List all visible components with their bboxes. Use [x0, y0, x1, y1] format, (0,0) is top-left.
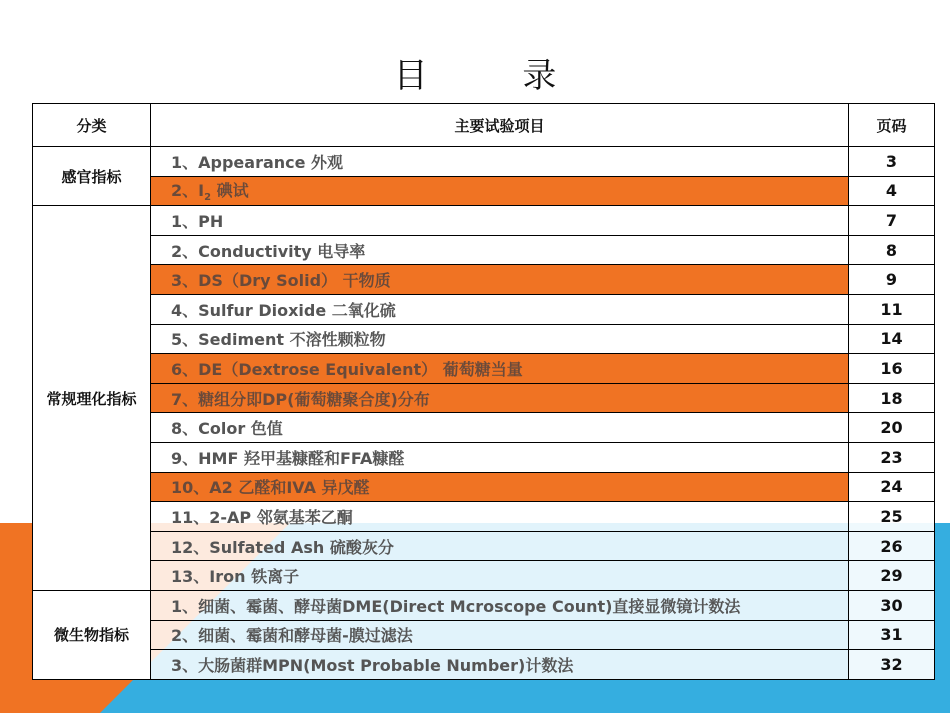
item-label[interactable]: 1、细菌、霉菌、酵母菌DME(Direct Mcroscope Count)直接显微镜计数法 — [151, 590, 849, 620]
item-label[interactable]: 3、DS（Dry Solid） 干物质 — [151, 265, 849, 295]
table-row — [33, 561, 935, 591]
table-row — [33, 206, 935, 236]
page-number: 11 — [849, 294, 935, 324]
table-row — [33, 235, 935, 265]
item-label[interactable]: 1、PH — [151, 206, 849, 236]
item-label[interactable]: 8、Color 色值 — [151, 413, 849, 443]
table-row — [33, 472, 935, 502]
page-number: 31 — [849, 620, 935, 650]
page-number: 14 — [849, 324, 935, 354]
item-label[interactable]: 2、细菌、霉菌和酵母菌-膜过滤法 — [151, 620, 849, 650]
page-number: 4 — [849, 176, 935, 206]
page-number: 26 — [849, 531, 935, 561]
item-label[interactable]: 6、DE（Dextrose Equivalent） 葡萄糖当量 — [151, 354, 849, 384]
page-number: 9 — [849, 265, 935, 295]
toc-table — [32, 103, 935, 680]
table-row — [33, 620, 935, 650]
category-cell: 感官指标 — [33, 147, 151, 206]
header-item: 主要试验项目 — [151, 104, 849, 147]
page-number: 3 — [849, 147, 935, 177]
item-label[interactable]: 4、Sulfur Dioxide 二氧化硫 — [151, 294, 849, 324]
category-cell: 常规理化指标 — [33, 206, 151, 591]
page-number: 18 — [849, 383, 935, 413]
page-title: 目 录 — [393, 56, 599, 96]
item-label[interactable]: 11、2-AP 邻氨基苯乙酮 — [151, 502, 849, 532]
page-number: 30 — [849, 590, 935, 620]
table-row — [33, 383, 935, 413]
header-row — [33, 104, 935, 147]
header-page: 页码 — [849, 104, 935, 147]
table-row — [33, 650, 935, 680]
item-label[interactable]: 13、Iron 铁离子 — [151, 561, 849, 591]
table-row — [33, 176, 935, 206]
header-category: 分类 — [33, 104, 151, 147]
page-number: 29 — [849, 561, 935, 591]
item-label[interactable]: 3、大肠菌群MPN(Most Probable Number)计数法 — [151, 650, 849, 680]
table-row — [33, 590, 935, 620]
item-label[interactable]: 5、Sediment 不溶性颗粒物 — [151, 324, 849, 354]
page-number: 24 — [849, 472, 935, 502]
table-row — [33, 147, 935, 177]
page-number: 20 — [849, 413, 935, 443]
table-row — [33, 324, 935, 354]
item-label[interactable]: 2、$I_2$ 碘试 — [151, 176, 849, 206]
page-number: 25 — [849, 502, 935, 532]
item-label[interactable]: 12、Sulfated Ash 硫酸灰分 — [151, 531, 849, 561]
item-label[interactable]: 10、A2 乙醛和IVA 异戊醛 — [151, 472, 849, 502]
item-label[interactable]: 1、Appearance 外观 — [151, 147, 849, 177]
table-row — [33, 354, 935, 384]
table-row — [33, 502, 935, 532]
page-number: 7 — [849, 206, 935, 236]
table-row — [33, 294, 935, 324]
item-label[interactable]: 7、糖组分即DP(葡萄糖聚合度)分布 — [151, 383, 849, 413]
page-number: 23 — [849, 442, 935, 472]
item-label[interactable]: 2、Conductivity 电导率 — [151, 235, 849, 265]
page-number: 8 — [849, 235, 935, 265]
page-number: 16 — [849, 354, 935, 384]
table-row — [33, 531, 935, 561]
table-row — [33, 442, 935, 472]
table-row — [33, 265, 935, 295]
item-label[interactable]: 9、HMF 羟甲基糠醛和FFA糠醛 — [151, 442, 849, 472]
page-number: 32 — [849, 650, 935, 680]
category-cell: 微生物指标 — [33, 590, 151, 679]
toc-body — [33, 147, 935, 680]
table-row — [33, 413, 935, 443]
